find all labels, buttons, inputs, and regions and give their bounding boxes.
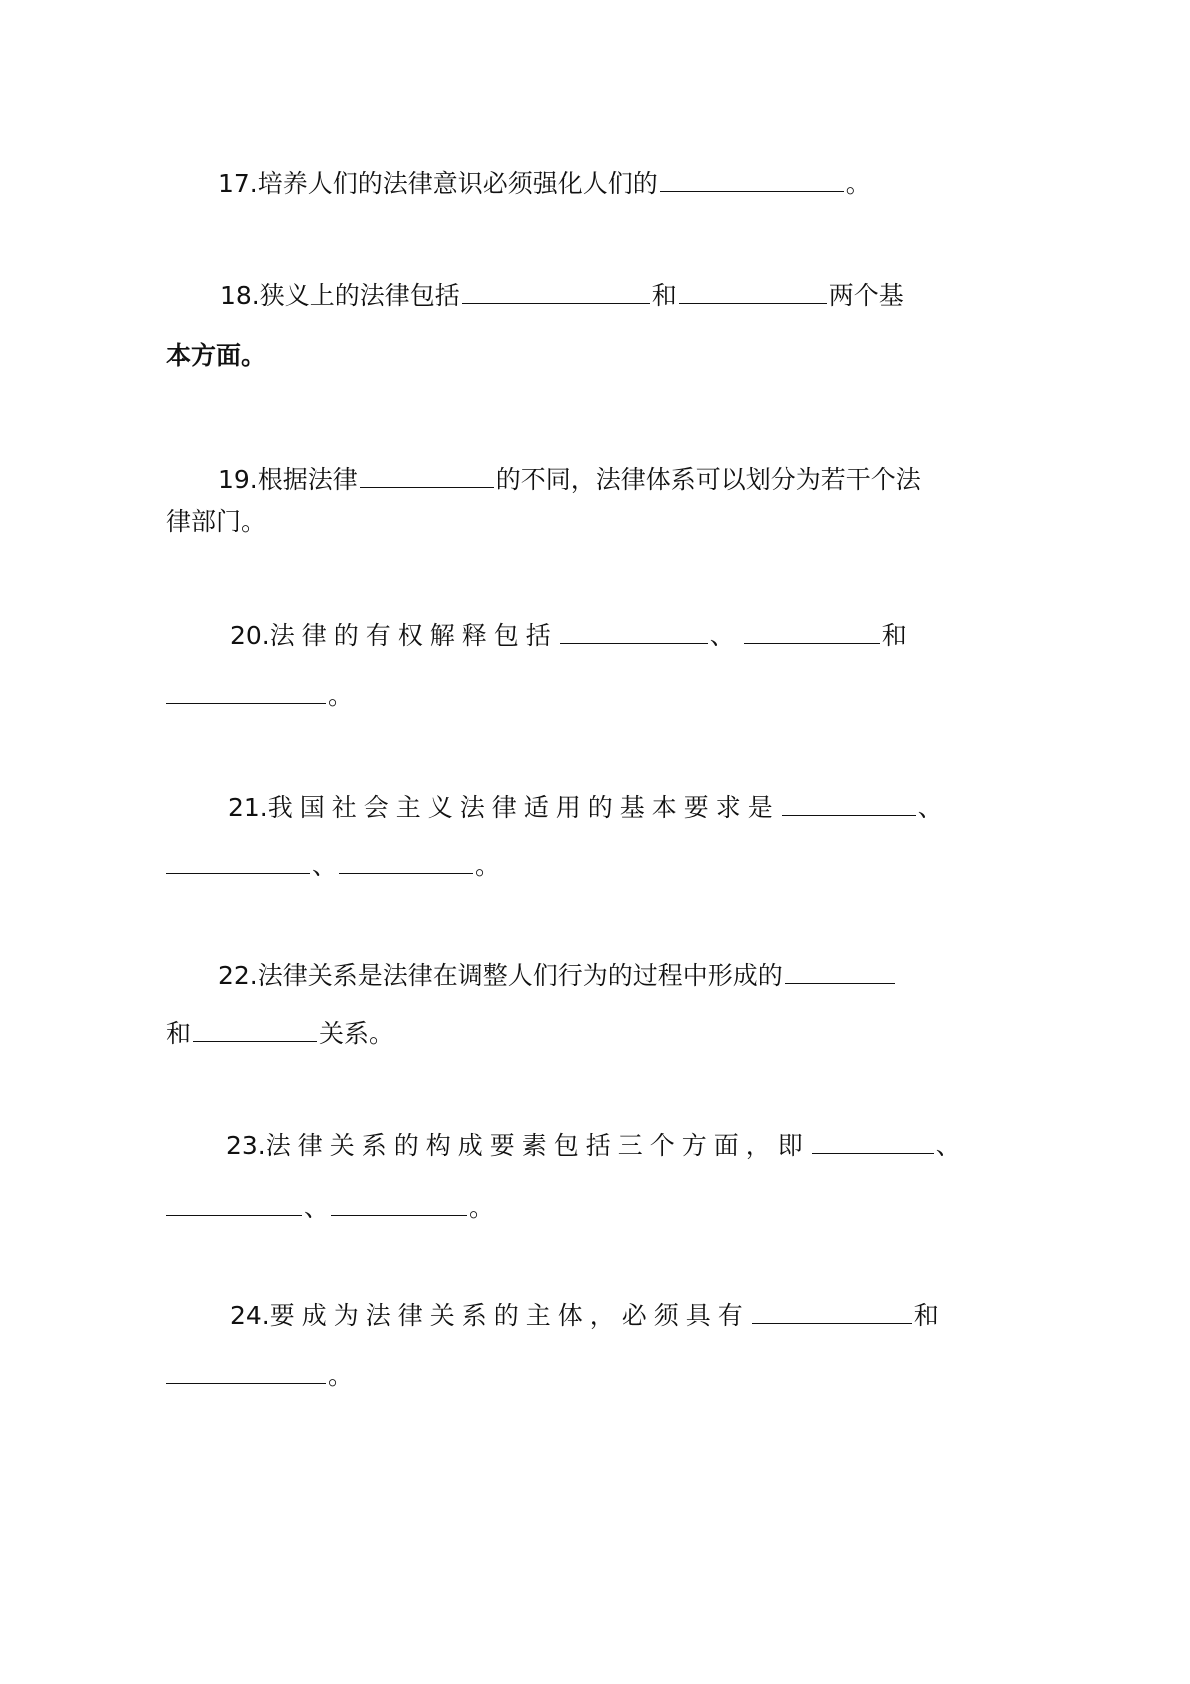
question-21-text-a: 我国社会主义法律适用的基本要求是 — [267, 793, 780, 822]
question-22-line-1 — [218, 956, 897, 996]
question-24-blank-2[interactable] — [166, 1356, 326, 1384]
question-18-continuation: 本方面。 — [166, 341, 267, 370]
question-20-blank-1[interactable] — [560, 616, 708, 644]
question-23-line-1 — [226, 1126, 968, 1166]
question-19-continuation: 律部门。 — [166, 507, 267, 536]
question-18-line-2 — [166, 336, 266, 376]
question-18-line-1 — [220, 276, 904, 316]
question-18-text-c: 两个基 — [828, 281, 904, 310]
question-22-number: 22. — [218, 961, 258, 990]
question-17-number: 17. — [218, 169, 258, 198]
question-24-text-b: 和 — [913, 1301, 946, 1330]
question-21-separator-1: 、 — [917, 793, 950, 822]
question-20-text-b: 和 — [881, 621, 914, 650]
question-20-number: 20. — [230, 621, 270, 650]
question-19-text-a: 根据法律 — [257, 465, 358, 494]
question-18-text-a: 狭义上的法律包括 — [259, 281, 460, 310]
question-17-text: 培养人们的法律意识必须强化人们的 — [257, 169, 658, 198]
question-22-blank-2[interactable] — [193, 1014, 317, 1042]
question-20-blank-3[interactable] — [166, 676, 326, 704]
question-22-text-b: 和 — [166, 1019, 192, 1048]
question-24-text-a: 要成为法律关系的主体，必须具有 — [269, 1301, 750, 1330]
question-18-blank-1[interactable] — [462, 276, 650, 304]
question-20-end: 。 — [328, 681, 354, 710]
question-24-line-2 — [166, 1356, 353, 1396]
question-19-blank-1[interactable] — [360, 460, 494, 488]
question-22-text-c: 关系。 — [319, 1019, 395, 1048]
question-22-line-2 — [166, 1014, 394, 1054]
question-22-text-a: 法律关系是法律在调整人们行为的过程中形成的 — [257, 961, 783, 990]
question-19-number: 19. — [218, 465, 258, 494]
question-23-separator-2: 、 — [304, 1193, 330, 1222]
question-23-line-2 — [166, 1188, 494, 1228]
question-17-line-1 — [218, 164, 871, 204]
question-21-line-1 — [228, 788, 950, 828]
question-23-separator-1: 、 — [935, 1131, 968, 1160]
question-24-end: 。 — [328, 1361, 354, 1390]
question-23-text-a: 法律关系的构成要素包括三个方面，即 — [265, 1131, 810, 1160]
question-19-line-1 — [218, 460, 921, 500]
question-17-blank-1[interactable] — [660, 164, 844, 192]
question-17-end: 。 — [845, 169, 871, 198]
question-19-line-2 — [166, 502, 266, 542]
question-19-text-b: 的不同，法律体系可以划分为若干个法 — [495, 465, 921, 494]
question-24-line-1 — [230, 1296, 946, 1336]
question-23-end: 。 — [469, 1193, 495, 1222]
question-21-separator-2: 、 — [312, 851, 338, 880]
question-23-blank-1[interactable] — [812, 1126, 934, 1154]
question-24-blank-1[interactable] — [752, 1296, 912, 1324]
question-21-end: 。 — [475, 851, 501, 880]
question-20-text-a: 法律的有权解释包括 — [269, 621, 558, 650]
question-20-line-1 — [230, 616, 914, 656]
question-22-blank-1[interactable] — [785, 956, 895, 984]
question-21-blank-2[interactable] — [166, 846, 310, 874]
question-20-separator: 、 — [709, 621, 742, 650]
question-23-blank-3[interactable] — [331, 1188, 467, 1216]
question-23-number: 23. — [226, 1131, 266, 1160]
question-21-blank-1[interactable] — [782, 788, 916, 816]
question-21-blank-3[interactable] — [339, 846, 473, 874]
question-21-number: 21. — [228, 793, 268, 822]
question-21-line-2 — [166, 846, 500, 886]
question-24-number: 24. — [230, 1301, 270, 1330]
question-18-text-b: 和 — [651, 281, 677, 310]
question-20-blank-2[interactable] — [744, 616, 880, 644]
question-18-number: 18. — [220, 281, 260, 310]
question-18-blank-2[interactable] — [679, 276, 827, 304]
question-23-blank-2[interactable] — [166, 1188, 302, 1216]
question-20-line-2 — [166, 676, 353, 716]
